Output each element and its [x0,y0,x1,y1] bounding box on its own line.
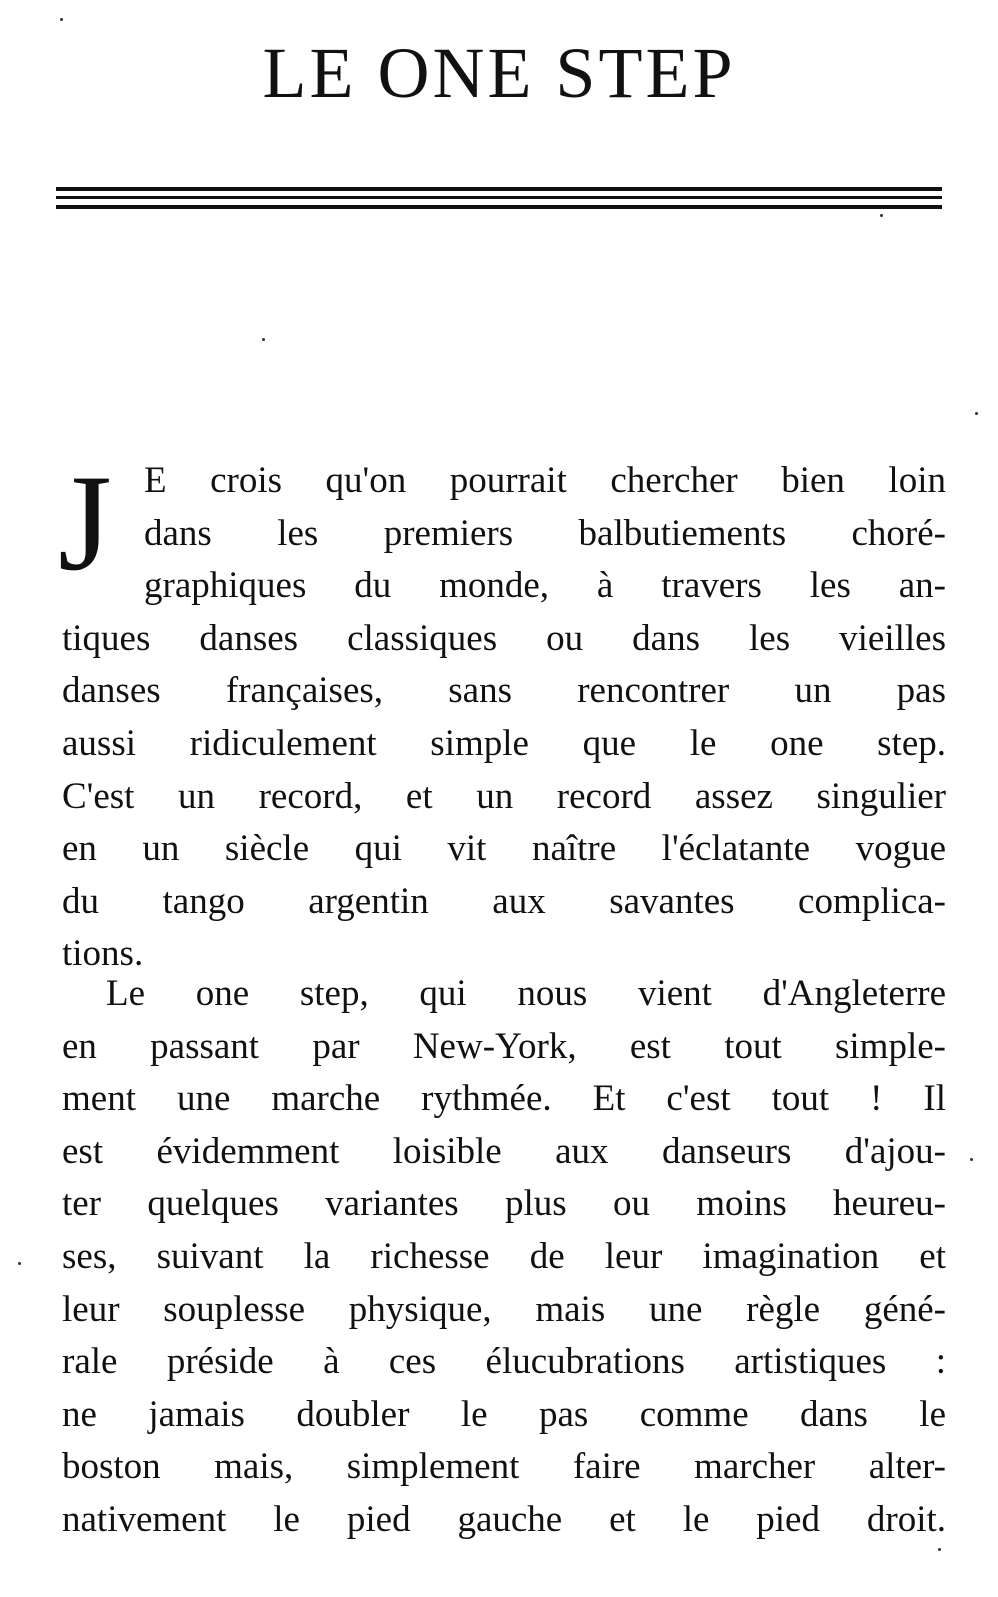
text-line: aussi ridiculement simple que le one step. [62,722,946,764]
title-rule-middle [56,196,942,199]
text-line: en un siècle qui vit naître l'éclatante vogue [62,828,946,870]
print-speck [975,412,978,415]
print-speck [938,1548,941,1551]
text-line: en passant par New-York, est tout simple- [62,1025,946,1067]
text-line: leur souplesse physique, mais une règle géné- [62,1288,946,1330]
text-line: graphiques du monde, à travers les an- [144,565,946,607]
text-line: ne jamais doubler le pas comme dans le [62,1393,946,1435]
paragraph-1 [62,455,946,981]
text-line: tiques danses classiques ou dans les vieilles [62,617,946,659]
print-speck [18,1262,21,1265]
text-line: tions. [62,933,144,975]
text-line: ses, suivant la richesse de leur imagination et [62,1235,946,1277]
paragraph-2 [62,968,946,1547]
print-speck [60,18,63,21]
print-speck [970,1158,973,1161]
text-line: C'est un record, et un record assez singulier [62,775,946,817]
text-line: Le one step, qui nous vient d'Angleterre [106,973,946,1014]
text-line: rale préside à ces élucubrations artistiques : [62,1341,946,1383]
print-speck [880,214,883,217]
chapter-title: LE ONE STEP [262,33,736,113]
text-line: du tango argentin aux savantes complica- [62,880,946,922]
print-speck [262,338,265,341]
text-line: ter quelques variantes plus ou moins heureu- [62,1183,946,1225]
text-line: dans les premiers balbutiements choré- [144,512,946,554]
text-line: boston mais, simplement faire marcher alter- [62,1446,946,1488]
text-line: danses françaises, sans rencontrer un pas [62,670,946,712]
title-rule-top [56,187,942,191]
drop-cap: J [58,446,112,599]
text-line: E crois qu'on pourrait chercher bien loin [144,460,946,501]
text-line: est évidemment loisible aux danseurs d'ajou- [62,1130,946,1172]
text-line: nativement le pied gauche et le pied droit. [62,1498,946,1540]
text-line: ment une marche rythmée. Et c'est tout ! Il [62,1078,946,1120]
title-rule-bottom [56,205,942,209]
